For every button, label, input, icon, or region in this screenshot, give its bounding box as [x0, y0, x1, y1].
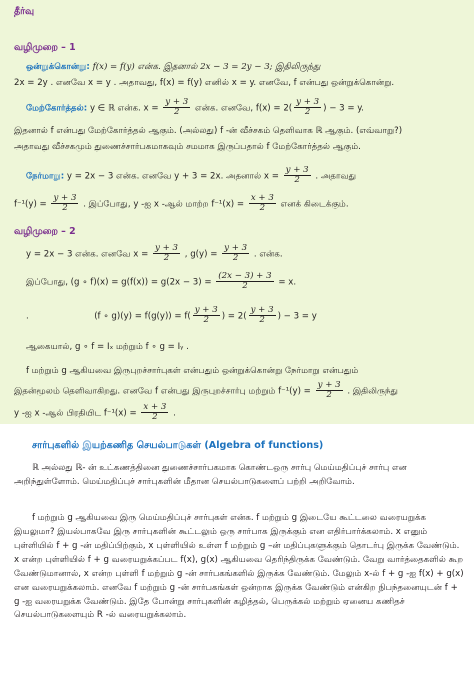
frac-num: y + 3 — [155, 243, 179, 253]
frac-num: y + 3 — [250, 305, 274, 315]
inverse-fraction-3 — [249, 194, 276, 214]
inverse-line1 — [14, 166, 466, 186]
one-one-line1 — [14, 62, 466, 73]
m2-fraction-3 — [193, 306, 220, 326]
inverse-label: நேர்மாறு: — [26, 171, 65, 182]
m2-para3 — [14, 403, 466, 423]
method1-title: வழிமுறை – 1 — [14, 42, 76, 53]
frac-den: 2 — [174, 107, 180, 118]
onto-text-b: என்க. எனவே, f(x) = 2( — [195, 103, 293, 114]
frac-den: 2 — [304, 107, 311, 118]
m2-line2 — [14, 272, 466, 292]
frac-num: y + 3 — [165, 97, 189, 107]
m2-para1: f மற்றும் g ஆகியவை இருபுறச்சார்புகள் என்பதும் ஒன்றுக்கொன்று நேர்மாறு என்பதும் — [26, 366, 359, 376]
m2-para3-b: . — [173, 408, 176, 419]
onto-text-a: y ∈ ℝ என்க. x = — [89, 103, 159, 114]
frac-den: 2 — [163, 253, 170, 264]
algebra-para2: f மற்றும் g ஆகியவை இரு மெய்மதிப்புச் சார்புகள் என்க. f மற்றும் g இடையே கூட்டலை வரையறுக்க இயலுமா? இயல்பாகவே இரு சார்புகளின் கூட்டலும் ஒரு சார்பாக இருக்கும் என எதிர்பார்க்கலாம். x எனும் புள்ளியில் f + g -ன் மதிப்பிற்கும், x புள்ளியில் உள்ள f மற்றும் g –ன் மதிப்புகளுக்கும் தொடர்பு இருக்க வேண்டும். x என்ற புள்ளியில் f + g வரையறுக்கப்பட f(x), g(x) ஆகியவை தெரிந்திருக்க வேண்டும். வேறு வார்த்தைகளில் கூற வேண்டுமானால், x என்ற புள்ளி f மற்றும் g -ன் சார்பகங்களில் இருக்க வேண்டும். மேலும் x-ல் f + g -ஐ f(x) + g(x) என வரையறுக்கலாம். எனவே f மற்றும் g -ன் சார்பகங்கள் ஒன்றாக இருக்க வேண்டும் என்கிற நிபந்தனையுடன் f + g -ஐ வரையறுக்க வேண்டும். இதே போன்று சார்புகளின் கழித்தல், பெருக்கல் மற்றும் ஏனைய கணிதச் செயல்பாடுகளையும் R -ல் வரையறுக்கலாம். — [14, 513, 464, 621]
frac-den: 2 — [232, 253, 239, 264]
onto-line2: இதனால் f என்பது மேற்கோர்த்தல் ஆகும். (அல்லது) f -ன் வீச்சகம் தெளிவாக ℝ ஆகும். (எவ்வாறு?) — [14, 126, 403, 136]
m2-para2-b: . இதிலிருந்து — [347, 386, 398, 397]
frac-num: y + 3 — [53, 193, 77, 203]
frac-den: 2 — [62, 203, 68, 214]
frac-den: 2 — [203, 315, 209, 326]
frac-num: x + 3 — [143, 402, 167, 412]
frac-den: 2 — [242, 281, 248, 292]
m2-line3-b: ) = 2( — [221, 311, 247, 322]
m2-line3-c: ) − 3 = y — [277, 311, 317, 322]
m2-para-fraction — [316, 381, 343, 401]
one-one-text: f(x) = f(y) என்க. இதனால் 2x − 3 = 2y − 3; இதிலிருந்து — [92, 62, 321, 72]
frac-num: y + 3 — [296, 97, 320, 107]
method2-title: வழிமுறை – 2 — [14, 226, 76, 237]
m2-line2-b: = x. — [278, 277, 297, 288]
onto-fraction — [163, 98, 190, 118]
m2-line3-a: (f ∘ g)(y) = f(g(y)) = f( — [94, 311, 191, 322]
frac-den: 2 — [152, 412, 158, 423]
frac-den: 2 — [259, 315, 265, 326]
onto-label: மேற்கோர்த்தல்: — [26, 103, 88, 114]
m2-line2-a: இப்போது, (g ∘ f)(x) = g(f(x)) = g(2x − 3) = — [26, 277, 212, 288]
onto-line1 — [14, 98, 466, 118]
m2-para3-a: y -ஐ x -ஆல் பிரதியிட f⁻¹(x) = — [14, 408, 137, 419]
m2-fraction-1 — [153, 244, 180, 264]
frac-den: 2 — [326, 390, 332, 401]
frac-num: y + 3 — [285, 165, 309, 175]
onto-text-c: ) − 3 = y. — [323, 103, 364, 114]
m2-para2-text: இதன்மூலம் தெளிவாகிறது. எனவே f என்பது இருபுறச்சார்பு மற்றும் f⁻¹(y) = — [14, 386, 311, 397]
m2-para3-fraction — [141, 403, 168, 423]
inverse-fraction — [284, 166, 311, 186]
section-title: சார்புகளில் இயற்கணித செயல்பாடுகள் (Algebra of functions) — [32, 440, 324, 451]
algebra-para1: ℝ அல்லது ℝ- ன் உட்கணத்தினை துணைச்சார்பகமாக கொண்டஒரு சார்பு மெய்மதிப்புச் சார்பு என அறிந்துள்ளோம். மெய்மதிப்புச் சார்புகளின் மீதான செயல்பாடுகளைப் பற்றி அறிவோம். — [14, 463, 408, 487]
m2-line1-a: y = 2x − 3 என்க. எனவே x = — [26, 249, 149, 260]
onto-fraction-2 — [294, 98, 321, 118]
m2-fraction-2 — [216, 272, 273, 292]
m2-line1 — [14, 244, 466, 264]
frac-num: (2x − 3) + 3 — [218, 271, 272, 281]
inverse-text-b: . அதாவது — [315, 171, 357, 182]
m2-line1-c: . என்க. — [253, 249, 283, 260]
frac-num: y + 3 — [224, 243, 248, 253]
m2-line3-dot: . — [26, 311, 29, 322]
one-one-label: ஒன்றுக்கொன்று: — [26, 62, 90, 72]
solution-heading: தீர்வு — [14, 6, 34, 17]
inverse-line2-b: . இப்போது, y -ஐ x -ஆல் மாற்ற f⁻¹(x) = — [83, 199, 245, 210]
m2-para2 — [14, 381, 466, 401]
inverse-fraction-2 — [51, 194, 78, 214]
inverse-line2 — [14, 194, 466, 214]
inverse-line2-c: எனக் கிடைக்கும். — [280, 199, 349, 210]
m2-line3 — [14, 306, 466, 326]
inverse-text-a: y = 2x − 3 என்க. எனவே y + 3 = 2x. அதனால் x = — [66, 171, 279, 182]
frac-num: y + 3 — [317, 380, 341, 390]
frac-num: y + 3 — [194, 305, 218, 315]
m2-line1-b: , g(y) = — [184, 249, 218, 260]
m2-line4: ஆகையால், g ∘ f = Iₓ மற்றும் f ∘ g = Iᵧ . — [26, 342, 189, 352]
frac-num: x + 3 — [250, 193, 274, 203]
inverse-line2-a: f⁻¹(y) = — [14, 199, 47, 210]
frac-den: 2 — [294, 175, 300, 186]
one-one-line2: 2x = 2y . எனவே x = y . அதாவது, f(x) = f(y) எனில் x = y. எனவே, f என்பது ஒன்றுக்கொன்று. — [14, 78, 395, 88]
onto-line3: அதாவது வீச்சகமும் துணைச்சார்பகமாகவும் சமமாக இருப்பதால் f மேற்கோர்த்தல் ஆகும். — [14, 142, 361, 152]
m2-fraction-1b — [222, 244, 249, 264]
frac-den: 2 — [259, 203, 266, 214]
m2-fraction-3b — [249, 306, 276, 326]
